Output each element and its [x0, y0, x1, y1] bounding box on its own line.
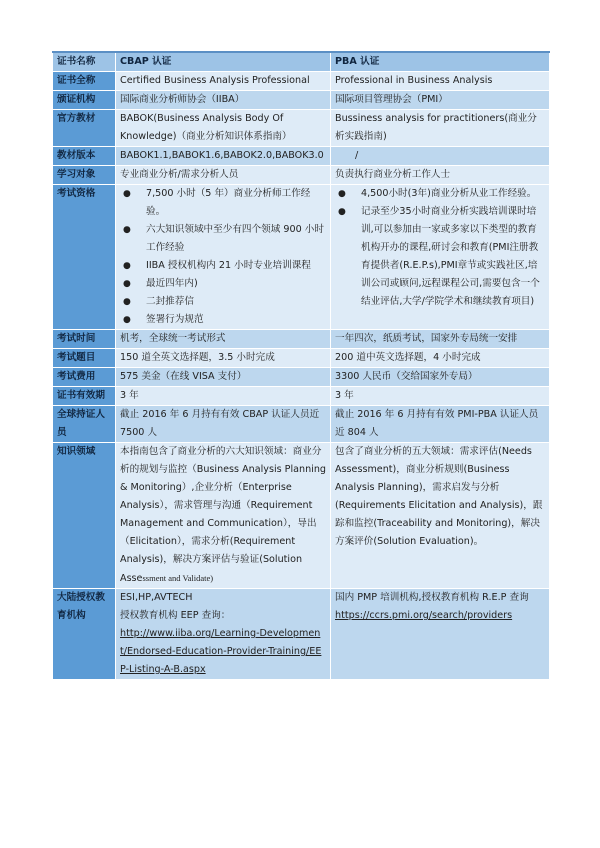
- table-row: [53, 110, 550, 147]
- table-row: [53, 330, 550, 349]
- cbap-cell: 机考，全球统一考试形式: [116, 330, 331, 349]
- cbap-knowledge-text: 本指南包含了商业分析的六大知识领域：商业分析的规划与监控（Business Analysis Planning & Monitoring）,企业分析（Enterprise Analysis），需求管理与沟通（Requirement Management and Communication），导出（Elicitation），需求分析(Requirement Analysis)，解决方案评估与验证(Solution Asse: [120, 446, 327, 584]
- certification-comparison-table: [52, 51, 550, 680]
- list-item: ● 4,500小时(3年)商业分析从业工作经验。: [335, 185, 545, 203]
- table-row: [53, 387, 550, 406]
- cbap-cell: [116, 443, 331, 589]
- pba-cell: 3 年: [331, 387, 550, 406]
- table-row: [53, 147, 550, 166]
- row-label: 官方教材: [53, 110, 116, 147]
- table-row: [53, 166, 550, 185]
- cbap-knowledge-tail: ssment and Validate): [142, 573, 214, 583]
- qualification-row: [53, 185, 550, 330]
- pba-cell: 包含了商业分析的五大领域：需求评估(Needs Assessment)，商业分析规则(Business Analysis Planning)，需求启发与分析(Requirements Elicitation and Analysis)，跟踪和监控(Traceability and Monitoring)，解决方案评价(Solution Evaluation)。: [331, 443, 550, 589]
- pba-cell: 截止 2016 年 6 月持有有效 PMI-PBA 认证人员近 804 人: [331, 406, 550, 443]
- pba-cell: [331, 589, 550, 680]
- pba-cell: Professional in Business Analysis: [331, 72, 550, 91]
- pba-cell: 200 道中英文选择题，4 小时完成: [331, 349, 550, 368]
- table-row: [53, 368, 550, 387]
- cbap-cell: 国际商业分析师协会（IIBA）: [116, 91, 331, 110]
- table-row: [53, 406, 550, 443]
- table-row: [53, 72, 550, 91]
- list-item: ● 六大知识领域中至少有四个领域 900 小时工作经验: [120, 221, 326, 257]
- row-label: 学习对象: [53, 166, 116, 185]
- knowledge-row: [53, 443, 550, 589]
- header-label: 证书名称: [53, 52, 116, 72]
- row-label: 考试题目: [53, 349, 116, 368]
- row-label: 证书有效期: [53, 387, 116, 406]
- cbap-cell: [116, 185, 331, 330]
- cbap-cell: Certified Business Analysis Professional: [116, 72, 331, 91]
- list-item: ● 最近四年内): [120, 275, 326, 293]
- row-label: 考试资格: [53, 185, 116, 330]
- row-label: 教材版本: [53, 147, 116, 166]
- row-label: 证书全称: [53, 72, 116, 91]
- table-header-row: [53, 52, 550, 72]
- cbap-cell: 3 年: [116, 387, 331, 406]
- cbap-cell: 150 道全英文选择题，3.5 小时完成: [116, 349, 331, 368]
- pmi-providers-link[interactable]: https://ccrs.pmi.org/search/providers: [335, 610, 513, 621]
- iiba-eep-link[interactable]: http://www.iiba.org/Learning-Development/Endorsed-Education-Provider-Training/EEP-Listing-A-B.aspx: [120, 628, 322, 675]
- cbap-cell: BABOK1.1,BABOK1.6,BABOK2.0,BABOK3.0: [116, 147, 331, 166]
- list-item: ● IIBA 授权机构内 21 小时专业培训课程: [120, 257, 326, 275]
- row-label: 大陆授权教育机构: [53, 589, 116, 680]
- table-row: [53, 349, 550, 368]
- cbap-cell: 专业商业分析/需求分析人员: [116, 166, 331, 185]
- pba-cell: Bussiness analysis for practitioners(商业分析实践指南): [331, 110, 550, 147]
- row-label: 颁证机构: [53, 91, 116, 110]
- pba-requirements-list: [335, 185, 545, 311]
- pba-rep-query-label: 国内 PMP 培训机构,授权教育机构 R.E.P 查询: [335, 592, 529, 603]
- list-item: ● 签署行为规范: [120, 311, 326, 329]
- pba-cell: 3300 人民币（交给国家外专局）: [331, 368, 550, 387]
- row-label: 知识领域: [53, 443, 116, 589]
- training-row: [53, 589, 550, 680]
- cbap-cell: 截止 2016 年 6 月持有有效 CBAP 认证人员近 7500 人: [116, 406, 331, 443]
- list-item: ● 二封推荐信: [120, 293, 326, 311]
- pba-cell: 国际项目管理协会（PMI）: [331, 91, 550, 110]
- pba-cell: 一年四次，纸质考试，国家外专局统一安排: [331, 330, 550, 349]
- header-cbap: CBAP 认证: [116, 52, 331, 72]
- row-label: 考试费用: [53, 368, 116, 387]
- pba-cell: /: [331, 147, 550, 166]
- row-label: 考试时间: [53, 330, 116, 349]
- cbap-cell: BABOK(Business Analysis Body Of Knowledge)（商业分析知识体系指南）: [116, 110, 331, 147]
- pba-cell: [331, 185, 550, 330]
- pba-cell: 负责执行商业分析工作人士: [331, 166, 550, 185]
- header-pba: PBA 认证: [331, 52, 550, 72]
- row-label: 全球持证人员: [53, 406, 116, 443]
- list-item: ● 记录至少35小时商业分析实践培训课时培训,可以参加由一家或多家以下类型的教育机构开办的课程,研讨会和教育(PMI注册教育提供者(R.E.P.s),PMI章节或实践社区,培训公司或顾问,远程课程公司,需要包含一个结业评估,大学/学院学术和继续教育项目): [335, 203, 545, 311]
- cbap-cell: [116, 589, 331, 680]
- cbap-cell: 575 美金（在线 VISA 支付）: [116, 368, 331, 387]
- cbap-requirements-list: [120, 185, 326, 329]
- list-item: ● 7,500 小时（5 年）商业分析师工作经验。: [120, 185, 326, 221]
- table-row: [53, 91, 550, 110]
- cbap-eep-query-label: 授权教育机构 EEP 查询：: [120, 610, 231, 621]
- cbap-providers: ESI,HP,AVTECH: [120, 592, 193, 603]
